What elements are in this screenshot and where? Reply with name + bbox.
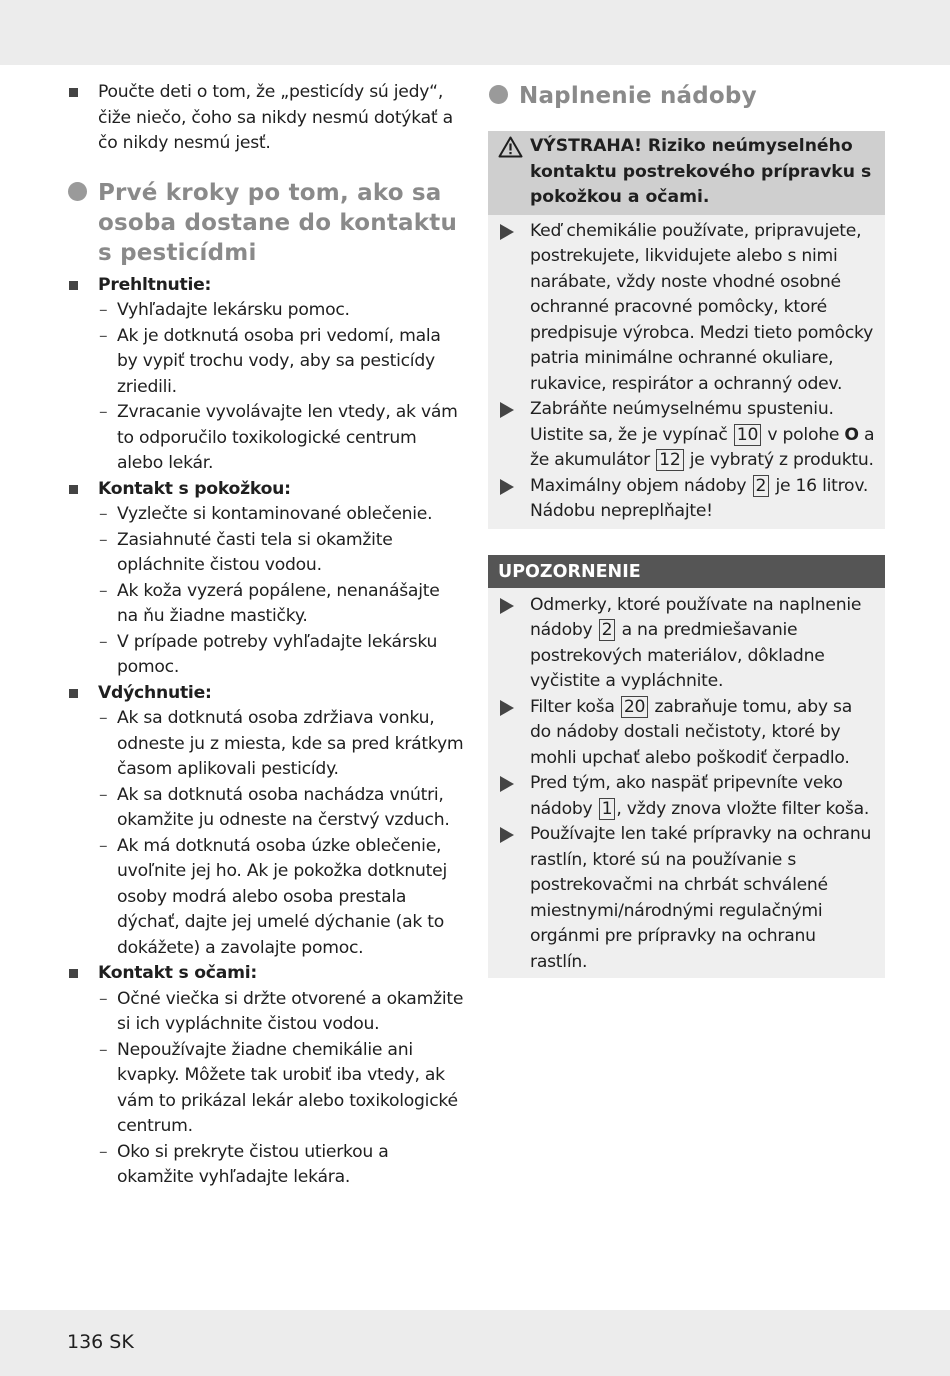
page-number: 136 SK <box>67 1331 134 1353</box>
note-item <box>488 593 875 695</box>
warning-item-text: je 16 litrov. Nádobu nepreplňajte! <box>530 475 869 521</box>
dash-bullet-icon: – <box>99 504 108 524</box>
list-item <box>67 706 465 783</box>
intro-list-item <box>67 80 465 157</box>
part-reference-badge: 10 <box>734 424 761 446</box>
square-bullet-icon <box>69 88 78 97</box>
part-reference-badge: 2 <box>753 475 770 497</box>
square-bullet-icon <box>69 969 78 978</box>
circle-bullet-icon <box>489 85 508 104</box>
list-item-text: Ak sa dotknutá osoba zdržiava vonku, odneste ju z miesta, kde sa pred krátkym časom aplikovali pesticídy. <box>117 708 464 779</box>
dash-bullet-icon: – <box>99 402 108 422</box>
warning-item-text: Keď chemikálie používate, pripravujete, postrekujete, likvidujete alebo s nimi narábate, vždy noste vhodné osobné ochranné pracovné pomôcky, ktoré predpisuje výrobca. Medzi tieto pomôcky patria minimálne ochranné okuliare, rukavice, respirátor a ochranný odev. <box>530 220 874 394</box>
first-aid-groups <box>67 273 465 1191</box>
warning-body <box>488 215 885 529</box>
list-item <box>67 834 465 962</box>
dash-bullet-icon: – <box>99 325 108 346</box>
dash-bullet-icon: – <box>99 708 108 728</box>
fill-container-heading <box>488 81 885 111</box>
dash-bullet-icon: – <box>99 580 108 601</box>
first-aid-heading-text: Prvé kroky po tom, ako sa osoba dostane do kontaktu s pesticídmi <box>98 179 458 266</box>
warning-triangle-icon <box>498 136 523 158</box>
list-item-text: Očné viečka si držte otvorené a okamžite si ich vypláchnite čistou vodou. <box>117 988 464 1034</box>
warning-item-text: Zabráňte neúmyselnému spusteniu. Uistite sa, že je vypínač <box>530 399 834 445</box>
group-title: Kontakt s očami: <box>98 963 257 983</box>
group-inhalation <box>67 681 465 707</box>
list-item-text: Vyhľadajte lekársku pomoc. <box>117 300 350 320</box>
list-item-text: Ak sa dotknutá osoba nachádza vnútri, okamžite ju odneste na čerstvý vzduch. <box>117 784 450 830</box>
list-item <box>67 783 465 834</box>
off-position-symbol: O <box>844 424 859 445</box>
group-swallowing <box>67 273 465 299</box>
note-body <box>488 588 885 979</box>
group-swallowing-list <box>67 298 465 477</box>
group-inhalation-list <box>67 706 465 961</box>
note-item-text: Filter koša <box>530 696 615 717</box>
note-item <box>488 695 875 772</box>
dash-bullet-icon: – <box>99 529 108 550</box>
circle-bullet-icon <box>68 182 87 201</box>
dash-bullet-icon: – <box>99 784 108 805</box>
part-reference-badge: 1 <box>599 798 616 820</box>
warning-item <box>488 397 875 474</box>
list-item-text: Zasiahnuté časti tela si okamžite opláchnite čistou vodou. <box>117 529 393 575</box>
dash-bullet-icon: – <box>99 988 108 1009</box>
square-bullet-icon <box>69 485 78 494</box>
warning-box <box>488 131 885 529</box>
list-item <box>67 298 465 324</box>
list-item-text: Nepoužívajte žiadne chemikálie ani kvapky. Môžete tak urobiť iba vtedy, ak vám to prikázal lekár alebo toxikologické centrum. <box>117 1039 458 1136</box>
list-item-text: Ak je dotknutá osoba pri vedomí, mala by vypiť trochu vody, aby sa pesticídy zriedili. <box>117 325 441 397</box>
note-item-text: , vždy znova vložte filter koša. <box>616 798 870 819</box>
note-item <box>488 822 875 975</box>
square-bullet-icon <box>69 689 78 698</box>
list-item <box>67 1038 465 1140</box>
part-reference-badge: 20 <box>621 696 648 718</box>
arrow-bullet-icon <box>500 700 514 716</box>
warning-title: VÝSTRAHA! Riziko neúmyselného kontaktu postrekového prípravku s pokožkou a očami. <box>530 136 872 207</box>
square-bullet-icon <box>69 281 78 290</box>
note-item-text: a na predmiešavanie postrekových materiálov, dôkladne vyčistite a vypláchnite. <box>530 620 825 691</box>
arrow-bullet-icon <box>500 827 514 843</box>
warning-item-text: a že akumulátor <box>530 424 875 470</box>
footer-band <box>0 1310 950 1376</box>
warning-item-text: je vybratý z produktu. <box>689 450 874 470</box>
warning-item <box>488 474 875 525</box>
warning-item-text: Maximálny objem nádoby <box>530 475 747 496</box>
arrow-bullet-icon <box>500 479 514 495</box>
list-item-text: Ak koža vyzerá popálene, nenanášajte na ňu žiadne mastičky. <box>117 580 440 626</box>
arrow-bullet-icon <box>500 224 514 240</box>
intro-text: Poučte deti o tom, že „pesticídy sú jedy“, čiže niečo, čoho sa nikdy nesmú dotýkať a čo nikdy nesmú jesť. <box>98 82 453 153</box>
note-item-text: Odmerky, ktoré používate na naplnenie nádoby <box>530 594 862 640</box>
list-item-text: Ak má dotknutá osoba úzke oblečenie, uvoľnite jej ho. Ak je pokožka dotknutej osoby modrá alebo osoba prestala dýchať, dajte jej umelé dýchanie (ak to dokážete) a zavolajte pomoc. <box>117 835 448 958</box>
list-item-text: Vyzlečte si kontaminované oblečenie. <box>117 504 433 524</box>
warning-header <box>488 131 885 215</box>
group-eyes <box>67 961 465 987</box>
dash-bullet-icon: – <box>99 1039 108 1060</box>
dash-bullet-icon: – <box>99 631 108 652</box>
list-item <box>67 528 465 579</box>
note-header: UPOZORNENIE <box>488 555 885 588</box>
part-reference-badge: 2 <box>599 619 616 641</box>
list-item-text: Zvracanie vyvolávajte len vtedy, ak vám to odporučilo toxikologické centrum alebo lekár. <box>117 402 458 473</box>
list-item <box>67 1140 465 1191</box>
list-item <box>67 579 465 630</box>
arrow-bullet-icon <box>500 776 514 792</box>
left-column <box>67 80 465 1191</box>
note-item <box>488 771 875 822</box>
group-title: Vdýchnutie: <box>98 682 212 703</box>
arrow-bullet-icon <box>500 598 514 614</box>
note-box <box>488 555 885 979</box>
group-title: Kontakt s pokožkou: <box>98 478 291 499</box>
list-item-text: Oko si prekryte čistou utierkou a okamžite vyhľadajte lekára. <box>117 1141 389 1187</box>
list-item <box>67 502 465 528</box>
warning-item-text: v polohe <box>767 424 840 445</box>
warning-item <box>488 219 875 398</box>
list-item-text: V prípade potreby vyhľadajte lekársku pomoc. <box>117 631 438 677</box>
group-eyes-list <box>67 987 465 1191</box>
group-skin <box>67 477 465 503</box>
arrow-bullet-icon <box>500 402 514 418</box>
dash-bullet-icon: – <box>99 1141 108 1162</box>
group-skin-list <box>67 502 465 681</box>
header-band <box>0 0 950 65</box>
group-title: Prehltnutie: <box>98 274 212 295</box>
list-item <box>67 987 465 1038</box>
list-item <box>67 630 465 681</box>
right-column <box>488 80 885 978</box>
list-item <box>67 324 465 401</box>
first-aid-heading <box>67 178 465 268</box>
note-item-text: Používajte len také prípravky na ochranu rastlín, ktoré sú na používanie s postrekovačmi na chrbát schválené miestnymi/národnými regulačnými orgánmi pre prípravky na ochranu rastlín. <box>530 824 872 972</box>
fill-container-heading-text: Naplnenie nádoby <box>519 83 757 109</box>
list-item <box>67 400 465 477</box>
note-item-text: Pred tým, ako naspäť pripevníte veko nádoby <box>530 773 843 819</box>
note-item-text: zabraňuje tomu, aby sa do nádoby dostali nečistoty, ktoré by mohli upchať alebo poškodiť čerpadlo. <box>530 696 852 768</box>
part-reference-badge: 12 <box>656 449 683 471</box>
dash-bullet-icon: – <box>99 300 108 320</box>
dash-bullet-icon: – <box>99 835 108 856</box>
